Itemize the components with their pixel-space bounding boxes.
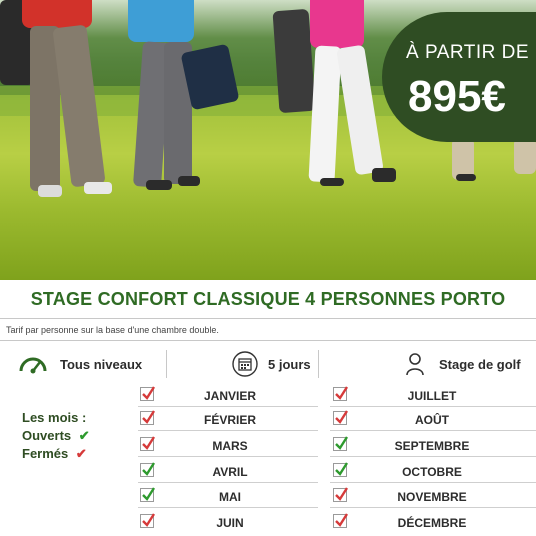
month-label: JANVIER [203,389,256,403]
feature-level-label: Tous niveaux [60,356,143,372]
month-status-checkbox [140,411,154,425]
feature-type-label: Stage de golf [439,356,521,372]
page-title: STAGE CONFORT CLASSIQUE 4 PERSONNES PORTO [30,289,506,309]
row-divider [138,507,318,508]
legend-open: Ouverts ✔ [22,428,90,443]
check-icon: ✔ [78,428,90,443]
divider [0,340,536,341]
month-status-checkbox [333,387,347,401]
calendar-icon [232,351,258,377]
row-divider [330,482,536,483]
price-badge [382,12,536,142]
month-status-checkbox [140,488,154,502]
month-status-checkbox [140,437,154,451]
month-status-checkbox [333,463,347,477]
month-status-checkbox [333,514,347,528]
month-status-checkbox [140,463,154,477]
month-label: AVRIL [212,465,248,479]
month-status-checkbox [333,411,347,425]
feature-type [405,350,521,378]
row-divider [330,507,536,508]
row-divider [330,406,536,407]
month-label: MARS [212,439,248,453]
check-icon: ✔ [75,446,87,461]
row-divider [138,406,318,407]
price-note: Tarif par personne sur la base d'une chambre double. [6,325,219,335]
month-label: JUILLET [407,389,457,403]
month-label: JUIN [216,516,244,530]
months-heading: Les mois : [22,410,87,425]
feature-level [18,350,142,378]
month-status-checkbox [333,437,347,451]
month-label: MAI [219,490,241,504]
row-divider [138,482,318,483]
month-label: DÉCEMBRE [397,516,467,530]
month-label: OCTOBRE [402,465,462,479]
price-value: 895€ [408,72,506,121]
month-label: AOÛT [415,413,449,427]
feature-duration [232,350,311,378]
price-from-label: À PARTIR DE [406,42,530,63]
row-divider [330,456,536,457]
person-icon [405,352,425,376]
month-status-checkbox [140,514,154,528]
row-divider [138,456,318,457]
row-divider [138,430,318,431]
month-label: SEPTEMBRE [394,439,470,453]
month-label: NOVEMBRE [397,490,467,504]
row-divider [330,430,536,431]
speedometer-icon [18,354,48,374]
divider [0,318,536,319]
month-status-checkbox [333,488,347,502]
feature-duration-label: 5 jours [268,356,311,372]
month-label: FÉVRIER [203,413,256,427]
legend-closed: Fermés ✔ [22,446,87,461]
month-status-checkbox [140,387,154,401]
